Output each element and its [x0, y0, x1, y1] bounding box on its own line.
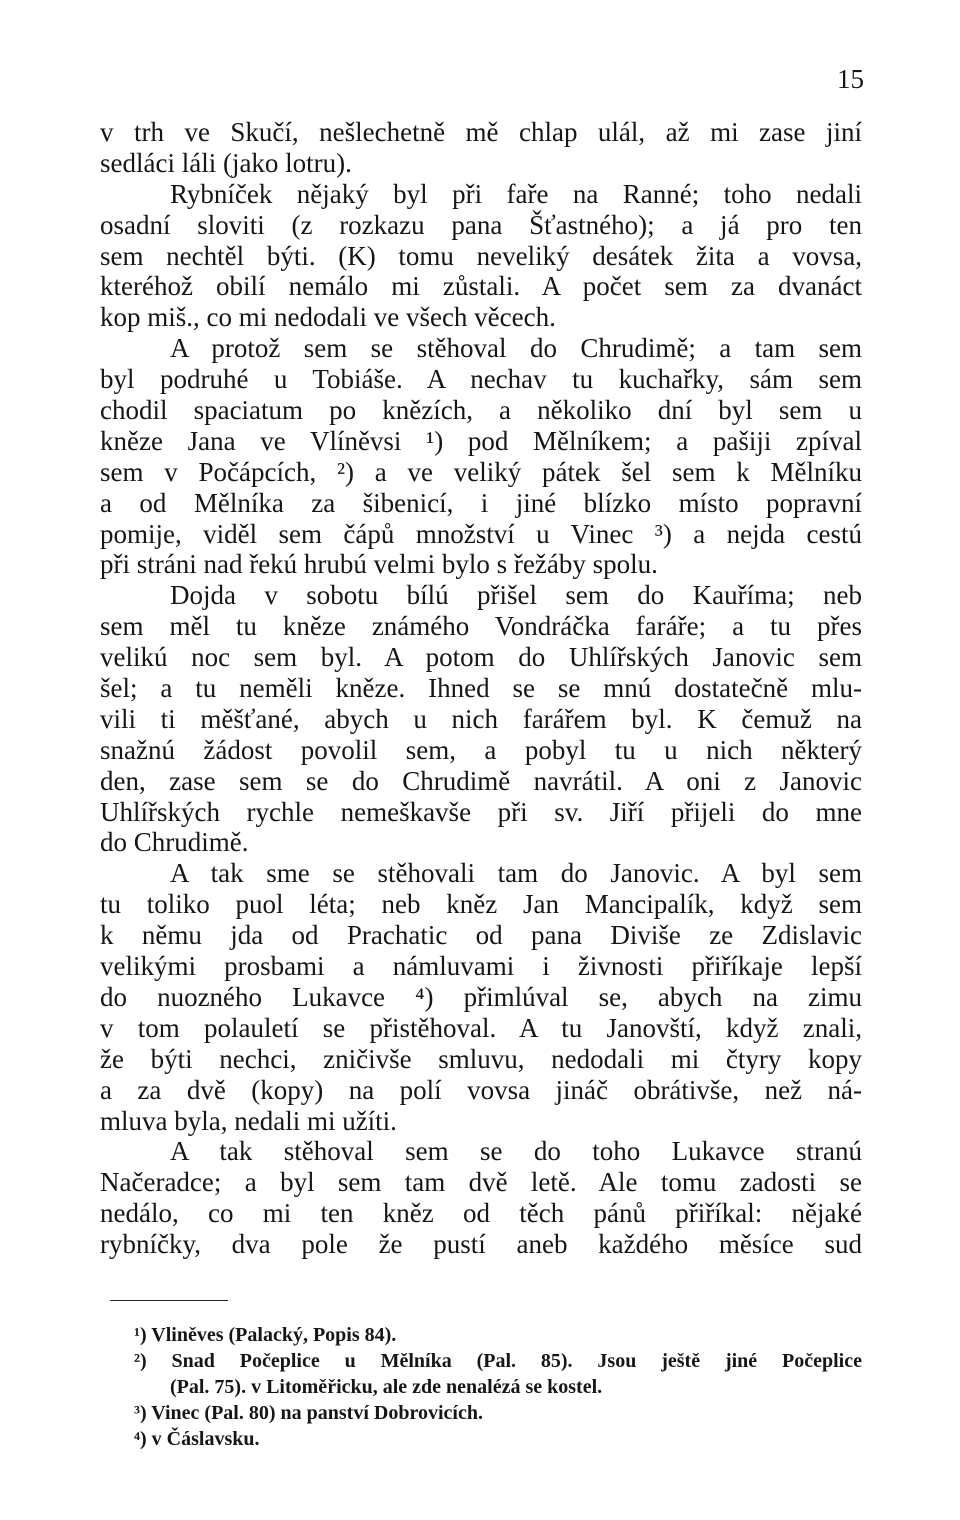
text-line: osadní sloviti (z rozkazu pana Šťastného); a já pro ten	[100, 209, 862, 240]
text-line: A protož sem se stěhoval do Chrudimě; a tam sem	[170, 333, 862, 364]
text-line: a za dvě (kopy) na polí vovsa jináč obrátivše, než ná-	[100, 1074, 862, 1105]
text-line: v tom polauletí se přistěhoval. A tu Janovští, když znali,	[100, 1012, 862, 1043]
text-line: chodil spaciatum po knězích, a několiko dní byl sem u	[100, 395, 862, 426]
text-line: Uhlířských rychle nemeškavše při sv. Jiří přijeli do mne	[100, 796, 862, 827]
footnote-rule	[110, 1300, 228, 1301]
main-text	[100, 117, 862, 1260]
text-line: pomije, viděl sem čápů množství u Vinec ³) a nejda cestú	[100, 518, 862, 549]
text-line: A tak stěhoval sem se do toho Lukavce stranú	[170, 1136, 862, 1167]
text-line: Načeradce; a byl sem tam dvě letě. Ale tomu zadosti se	[100, 1167, 862, 1198]
text-line: vili ti měšťané, abych u nich farářem byl. K čemuž na	[100, 703, 862, 734]
text-line: Rybníček nějaký byl při faře na Ranné; toho nedali	[170, 178, 862, 209]
text-line: při stráni nad řekú hrubú velmi bylo s řežáby spolu.	[100, 549, 658, 580]
text-line: kteréhož obilí nemálo mi zůstali. A počet sem za dvanáct	[100, 271, 862, 302]
text-line: do Chrudimě.	[100, 827, 249, 858]
footnote-line: (Pal. 75). v Litoměřicku, ale zde nenalézá se kostel.	[170, 1376, 603, 1398]
text-line: mluva byla, nedali mi užíti.	[100, 1105, 397, 1136]
footnote-line: ¹) Vliněves (Palacký, Popis 84).	[134, 1324, 397, 1346]
text-line: nedálo, co mi ten kněz od těch pánů přiříkal: nějaké	[100, 1198, 862, 1229]
text-line: kop miš., co mi nedodali ve všech věcech.	[100, 302, 556, 333]
text-line: velikú noc sem byl. A potom do Uhlířských Janovic sem	[100, 642, 862, 673]
text-line: velikými prosbami a námluvami i živnosti přiříkaje lepší	[100, 951, 862, 982]
footnote-line: ⁴) v Čáslavsku.	[134, 1428, 260, 1450]
text-line: Dojda v sobotu bílú přišel sem do Kauříma; neb	[170, 580, 862, 611]
footnote-line: ³) Vinec (Pal. 80) na panství Dobrovicích.	[134, 1402, 483, 1424]
text-line: rybníčky, dva pole že pustí aneb každého měsíce sud	[100, 1229, 862, 1260]
text-line: sem měl tu kněze známého Vondráčka faráře; a tu přes	[100, 611, 862, 642]
text-line: A tak sme se stěhovali tam do Janovic. A byl sem	[170, 858, 862, 889]
text-line: byl podruhé u Tobiáše. A nechav tu kuchařky, sám sem	[100, 364, 862, 395]
text-line: do nuozného Lukavce ⁴) přimlúval se, abych na zimu	[100, 981, 862, 1012]
text-line: šel; a tu neměli kněze. Ihned se se mnú dostatečně mlu-	[100, 673, 862, 704]
text-line: den, zase sem se do Chrudimě navrátil. A oni z Janovic	[100, 765, 862, 796]
text-line: sedláci láli (jako lotru).	[100, 147, 352, 178]
text-line: v trh ve Skučí, nešlechetně mě chlap ulál, až mi zase jiní	[100, 117, 862, 147]
text-line: snažnú žádost povolil sem, a pobyl tu u nich některý	[100, 734, 862, 765]
text-line: sem nechtěl býti. (K) tomu neveliký desátek žita a vovsa,	[100, 240, 862, 271]
text-line: tu toliko puol léta; neb kněz Jan Mancipalík, když sem	[100, 889, 862, 920]
footnote-line: ²) Snad Počeplice u Mělníka (Pal. 85). Jsou ještě jiné Počeplice	[134, 1350, 862, 1372]
footnotes	[100, 1322, 862, 1452]
text-line: k němu jda od Prachatic od pana Diviše ze Zdislavic	[100, 920, 862, 951]
text-line: že býti nechci, zničivše smluvu, nedodali mi čtyry kopy	[100, 1043, 862, 1074]
text-line: sem v Počápcích, ²) a ve veliký pátek šel sem k Mělníku	[100, 456, 862, 487]
text-line: a od Mělníka za šibenicí, i jiné blízko místo popravní	[100, 487, 862, 518]
text-line: kněze Jana ve Vlíněvsi ¹) pod Mělníkem; a pašiji zpíval	[100, 425, 862, 456]
page-number: 15	[837, 64, 864, 94]
